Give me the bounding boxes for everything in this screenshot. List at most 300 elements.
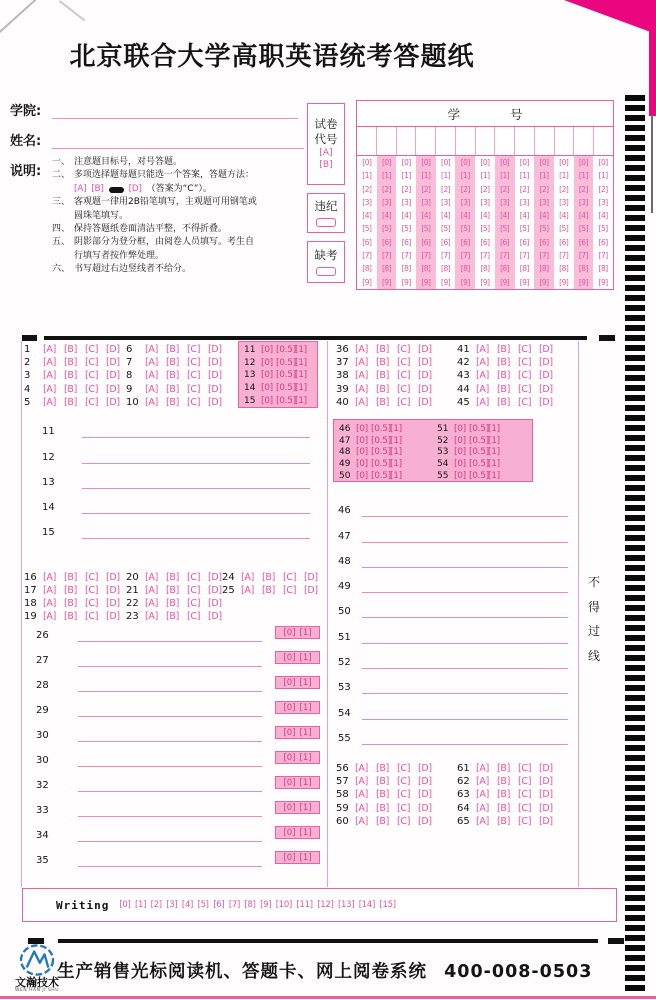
id-digit-bubble[interactable]: [7] xyxy=(559,251,569,261)
option-bubble-b[interactable]: [B] xyxy=(376,344,390,356)
option-bubble-c[interactable]: [C] xyxy=(283,572,297,583)
option-bubble-d[interactable]: [D] xyxy=(106,396,120,408)
option-bubble-c[interactable]: [C] xyxy=(518,815,532,827)
writing-score-bubble[interactable]: [11] xyxy=(296,900,313,910)
option-bubble-b[interactable]: [B] xyxy=(497,370,511,382)
score-bubble-05[interactable]: [0.5] xyxy=(276,395,296,406)
id-digit-bubble[interactable]: [6] xyxy=(495,236,515,249)
score-bubble-0[interactable]: [0] xyxy=(283,852,296,863)
id-digit-bubble[interactable]: [4] xyxy=(455,209,475,222)
id-digit-bubble[interactable]: [6] xyxy=(519,237,529,247)
score-bubble-1[interactable]: [1] xyxy=(295,395,307,406)
option-bubble-a[interactable]: [A] xyxy=(43,585,57,596)
score-bubble-0[interactable]: [0] xyxy=(261,345,273,356)
id-write-cell[interactable] xyxy=(515,127,535,155)
id-digit-bubble[interactable]: [2] xyxy=(480,184,490,194)
score-bubble-05[interactable]: [0.5] xyxy=(371,423,391,434)
option-bubble-d[interactable]: [D] xyxy=(539,789,553,801)
option-bubble-b[interactable]: [B] xyxy=(262,585,276,596)
option-bubble-b[interactable]: [B] xyxy=(166,383,180,395)
id-digit-bubble[interactable]: [0] xyxy=(480,158,490,167)
answer-write-line[interactable] xyxy=(78,866,262,867)
id-digit-bubble[interactable]: [9] xyxy=(441,277,451,287)
writing-score-bubble[interactable]: [6] xyxy=(213,900,225,910)
name-input-line[interactable] xyxy=(52,132,304,149)
id-digit-bubble[interactable]: [5] xyxy=(559,224,569,234)
id-digit-bubble[interactable]: [1] xyxy=(519,171,529,181)
option-bubble-b[interactable]: [B] xyxy=(497,815,511,827)
score-bubble-1[interactable]: [1] xyxy=(488,471,500,482)
id-digit-bubble[interactable]: [3] xyxy=(519,197,529,207)
id-digit-bubble[interactable]: [8] xyxy=(377,262,397,275)
option-bubble-a[interactable]: [A] xyxy=(355,789,369,801)
score-bubble-1[interactable]: [1] xyxy=(295,370,307,381)
option-bubble-a[interactable]: [A] xyxy=(476,776,490,788)
option-bubble-a[interactable]: [A] xyxy=(241,585,255,596)
id-digit-bubble[interactable]: [4] xyxy=(559,211,569,221)
id-write-cell[interactable] xyxy=(416,127,436,155)
id-digit-bubble[interactable]: [7] xyxy=(377,249,397,262)
id-digit-bubble[interactable]: [9] xyxy=(480,277,490,287)
option-bubble-b[interactable]: [B] xyxy=(64,585,78,596)
option-bubble-b[interactable]: [B] xyxy=(262,572,276,583)
id-digit-bubble[interactable]: [3] xyxy=(574,196,594,209)
option-bubble-b[interactable]: [B] xyxy=(64,396,78,408)
id-write-cell[interactable] xyxy=(476,127,496,155)
option-bubble-b[interactable]: [B] xyxy=(376,370,390,382)
id-digit-bubble[interactable]: [2] xyxy=(377,183,397,196)
answer-write-line[interactable] xyxy=(362,744,568,745)
id-digit-bubble[interactable]: [9] xyxy=(377,276,397,289)
score-bubble-0[interactable]: [0] xyxy=(356,471,368,482)
option-bubble-a[interactable]: [A] xyxy=(476,789,490,801)
id-digit-bubble[interactable]: [4] xyxy=(534,209,554,222)
id-digit-bubble[interactable]: [5] xyxy=(401,224,411,234)
id-write-cell[interactable] xyxy=(456,127,476,155)
id-digit-bubble[interactable]: [9] xyxy=(559,277,569,287)
id-digit-bubble[interactable]: [0] xyxy=(534,156,554,169)
option-bubble-d[interactable]: [D] xyxy=(106,383,120,395)
writing-score-bubble[interactable]: [5] xyxy=(197,900,209,910)
option-bubble-c[interactable]: [C] xyxy=(187,572,201,583)
id-digit-bubble[interactable]: [0] xyxy=(519,158,529,167)
option-bubble-d[interactable]: [D] xyxy=(418,763,432,775)
score-bubble-1[interactable]: [1] xyxy=(390,447,402,458)
score-bubble-05[interactable]: [0.5] xyxy=(276,370,296,381)
score-bubble-1[interactable]: [1] xyxy=(299,702,312,713)
option-bubble-d[interactable]: [D] xyxy=(208,383,222,395)
id-digit-bubble[interactable]: [8] xyxy=(495,262,515,275)
option-bubble-a[interactable]: [A] xyxy=(43,572,57,583)
id-write-cell[interactable] xyxy=(357,127,377,155)
option-bubble-c[interactable]: [C] xyxy=(85,585,99,596)
option-bubble-c[interactable]: [C] xyxy=(397,344,411,356)
id-digit-bubble[interactable]: [3] xyxy=(559,197,569,207)
score-bubble-05[interactable]: [0.5] xyxy=(371,459,391,470)
id-digit-bubble[interactable]: [7] xyxy=(534,249,554,262)
id-digit-bubble[interactable]: [8] xyxy=(559,264,569,274)
id-digit-bubble[interactable]: [3] xyxy=(441,197,451,207)
id-digit-bubble[interactable]: [1] xyxy=(455,169,475,182)
option-bubble-a[interactable]: [A] xyxy=(355,802,369,814)
writing-score-bubble[interactable]: [4] xyxy=(181,900,194,910)
score-bubble-0[interactable]: [0] xyxy=(261,383,273,394)
id-digit-bubble[interactable]: [6] xyxy=(377,236,397,249)
score-bubble-05[interactable]: [0.5] xyxy=(276,383,296,394)
option-bubble-c[interactable]: [C] xyxy=(518,344,532,356)
id-digit-bubble[interactable]: [5] xyxy=(598,224,608,234)
id-digit-bubble[interactable]: [9] xyxy=(598,277,608,287)
id-write-cell[interactable] xyxy=(436,127,456,155)
id-digit-bubble[interactable]: [0] xyxy=(495,156,515,169)
option-bubble-c[interactable]: [C] xyxy=(518,763,532,775)
id-digit-bubble[interactable]: [4] xyxy=(495,209,515,222)
option-bubble-c[interactable]: [C] xyxy=(187,344,201,356)
id-digit-bubble[interactable]: [8] xyxy=(480,264,490,274)
option-bubble-b[interactable]: [B] xyxy=(64,344,78,356)
id-digit-bubble[interactable]: [0] xyxy=(401,158,411,167)
id-digit-bubble[interactable]: [6] xyxy=(416,236,436,249)
option-bubble-d[interactable]: [D] xyxy=(418,370,432,382)
id-digit-bubble[interactable]: [5] xyxy=(416,222,436,235)
id-digit-bubble[interactable]: [0] xyxy=(574,156,594,169)
id-digit-bubble[interactable]: [6] xyxy=(559,237,569,247)
id-write-cell[interactable] xyxy=(594,127,613,155)
score-bubble-0[interactable]: [0] xyxy=(356,459,368,470)
option-bubble-a[interactable]: [A] xyxy=(355,776,369,788)
id-write-cell[interactable] xyxy=(397,127,417,155)
score-bubble-0[interactable]: [0] xyxy=(283,752,296,763)
score-bubble-1[interactable]: [1] xyxy=(295,383,307,394)
option-bubble-c[interactable]: [C] xyxy=(85,344,99,356)
id-digit-bubble[interactable]: [8] xyxy=(534,262,554,275)
option-bubble-b[interactable]: [B] xyxy=(376,815,390,827)
id-digit-bubble[interactable]: [5] xyxy=(519,224,529,234)
option-bubble-d[interactable]: [D] xyxy=(208,598,222,609)
score-bubble-1[interactable]: [1] xyxy=(299,727,312,738)
score-bubble-05[interactable]: [0.5] xyxy=(276,357,296,368)
id-digit-bubble[interactable]: [7] xyxy=(441,251,451,261)
score-bubble-1[interactable]: [1] xyxy=(390,471,402,482)
id-digit-bubble[interactable]: [8] xyxy=(441,264,451,274)
id-digit-bubble[interactable]: [0] xyxy=(598,158,608,167)
option-bubble-c[interactable]: [C] xyxy=(85,611,99,622)
option-bubble-c[interactable]: [C] xyxy=(397,357,411,369)
score-bubble-0[interactable]: [0] xyxy=(454,447,466,458)
option-bubble-d[interactable]: [D] xyxy=(208,370,222,382)
option-bubble-c[interactable]: [C] xyxy=(187,585,201,596)
id-digit-bubble[interactable]: [9] xyxy=(519,277,529,287)
option-bubble-a[interactable]: [A] xyxy=(145,598,159,609)
option-bubble-a[interactable]: [A] xyxy=(43,396,57,408)
id-digit-bubble[interactable]: [7] xyxy=(416,249,436,262)
id-digit-bubble[interactable]: [1] xyxy=(416,169,436,182)
writing-score-bubble[interactable]: [3] xyxy=(166,900,178,910)
id-digit-bubble[interactable]: [4] xyxy=(574,209,594,222)
option-bubble-a[interactable]: [A] xyxy=(43,357,57,369)
score-bubble-05[interactable]: [0.5] xyxy=(469,423,489,434)
option-bubble-d[interactable]: [D] xyxy=(208,396,222,408)
id-digit-bubble[interactable]: [6] xyxy=(598,237,608,247)
option-bubble-d[interactable]: [D] xyxy=(106,598,120,609)
id-write-cell[interactable] xyxy=(377,127,397,155)
id-digit-bubble[interactable]: [6] xyxy=(574,236,594,249)
option-bubble-c[interactable]: [C] xyxy=(187,396,201,408)
id-digit-bubble[interactable]: [6] xyxy=(534,236,554,249)
id-digit-bubble[interactable]: [8] xyxy=(362,264,372,274)
score-bubble-05[interactable]: [0.5] xyxy=(371,447,391,458)
id-digit-bubble[interactable]: [4] xyxy=(416,209,436,222)
id-digit-bubble[interactable]: [5] xyxy=(377,222,397,235)
id-digit-bubble[interactable]: [2] xyxy=(574,183,594,196)
score-bubble-1[interactable]: [1] xyxy=(295,345,307,356)
id-digit-bubble[interactable]: [3] xyxy=(495,196,515,209)
option-bubble-d[interactable]: [D] xyxy=(539,815,553,827)
id-digit-bubble[interactable]: [7] xyxy=(480,251,490,261)
score-bubble-1[interactable]: [1] xyxy=(299,802,312,813)
option-bubble-a[interactable]: [A] xyxy=(145,370,159,382)
score-bubble-0[interactable]: [0] xyxy=(283,802,296,813)
id-digit-bubble[interactable]: [0] xyxy=(455,156,475,169)
id-digit-bubble[interactable]: [5] xyxy=(495,222,515,235)
option-bubble-b[interactable]: [B] xyxy=(166,572,180,583)
option-bubble-d[interactable]: [D] xyxy=(106,611,120,622)
option-bubble-d[interactable]: [D] xyxy=(418,776,432,788)
score-bubble-1[interactable]: [1] xyxy=(390,435,402,446)
option-bubble-d[interactable]: [D] xyxy=(106,585,120,596)
id-digit-bubble[interactable]: [5] xyxy=(480,224,490,234)
option-bubble-b[interactable]: [B] xyxy=(64,611,78,622)
option-bubble-b[interactable]: [B] xyxy=(376,776,390,788)
writing-score-bubble[interactable]: [14] xyxy=(358,900,376,910)
score-bubble-1[interactable]: [1] xyxy=(488,435,500,446)
id-digit-bubble[interactable]: [2] xyxy=(519,184,529,194)
id-write-cell[interactable] xyxy=(495,127,515,155)
id-digit-bubble[interactable]: [7] xyxy=(598,251,608,261)
option-bubble-c[interactable]: [C] xyxy=(85,370,99,382)
option-bubble-b[interactable]: [B] xyxy=(64,370,78,382)
option-bubble-b[interactable]: [B] xyxy=(497,789,511,801)
id-digit-bubble[interactable]: [2] xyxy=(455,183,475,196)
id-digit-bubble[interactable]: [6] xyxy=(401,237,411,247)
id-digit-bubble[interactable]: [3] xyxy=(455,196,475,209)
option-bubble-b[interactable]: [B] xyxy=(166,598,180,609)
option-bubble-d[interactable]: [D] xyxy=(539,357,553,369)
option-bubble-d[interactable]: [D] xyxy=(208,344,222,356)
id-digit-bubble[interactable]: [7] xyxy=(495,249,515,262)
id-digit-bubble[interactable]: [9] xyxy=(534,276,554,289)
id-digit-bubble[interactable]: [1] xyxy=(441,171,451,181)
option-bubble-c[interactable]: [C] xyxy=(187,598,201,609)
id-digit-bubble[interactable]: [8] xyxy=(416,262,436,275)
score-bubble-05[interactable]: [0.5] xyxy=(469,447,489,458)
option-bubble-c[interactable]: [C] xyxy=(397,802,411,814)
option-bubble-c[interactable]: [C] xyxy=(85,357,99,369)
id-digit-bubble[interactable]: [6] xyxy=(480,237,490,247)
id-digit-bubble[interactable]: [8] xyxy=(455,262,475,275)
option-bubble-a[interactable]: [A] xyxy=(476,383,490,395)
writing-score-bubble[interactable]: [10] xyxy=(275,900,293,910)
writing-score-bubble[interactable]: [15] xyxy=(379,900,396,910)
option-bubble-c[interactable]: [C] xyxy=(518,802,532,814)
option-bubble-c[interactable]: [C] xyxy=(187,611,201,622)
option-bubble-c[interactable]: [C] xyxy=(85,572,99,583)
id-write-cell[interactable] xyxy=(555,127,575,155)
id-digit-bubble[interactable]: [1] xyxy=(377,169,397,182)
score-bubble-1[interactable]: [1] xyxy=(299,677,312,688)
writing-score-bubble[interactable]: [1] xyxy=(135,900,147,910)
option-bubble-a[interactable]: [A] xyxy=(355,357,369,369)
id-digit-bubble[interactable]: [0] xyxy=(441,158,451,167)
option-bubble-a[interactable]: [A] xyxy=(241,572,255,583)
score-bubble-0[interactable]: [0] xyxy=(356,447,368,458)
paper-code-bubble-a[interactable]: [A] xyxy=(319,148,333,158)
paper-code-bubble-b[interactable]: [B] xyxy=(319,160,333,170)
id-digit-bubble[interactable]: [1] xyxy=(495,169,515,182)
option-bubble-c[interactable]: [C] xyxy=(397,776,411,788)
id-digit-bubble[interactable]: [9] xyxy=(574,276,594,289)
option-bubble-a[interactable]: [A] xyxy=(476,802,490,814)
id-digit-bubble[interactable]: [9] xyxy=(362,277,372,287)
option-bubble-c[interactable]: [C] xyxy=(85,598,99,609)
option-bubble-a[interactable]: [A] xyxy=(43,344,57,356)
option-bubble-a[interactable]: [A] xyxy=(476,370,490,382)
option-bubble-a[interactable]: [A] xyxy=(476,357,490,369)
option-bubble-b[interactable]: [B] xyxy=(497,357,511,369)
option-bubble-c[interactable]: [C] xyxy=(283,585,297,596)
option-bubble-a[interactable]: [A] xyxy=(43,598,57,609)
option-bubble-b[interactable]: [B] xyxy=(497,763,511,775)
writing-score-bubble[interactable]: [7] xyxy=(228,900,240,910)
option-bubble-c[interactable]: [C] xyxy=(397,396,411,408)
score-bubble-1[interactable]: [1] xyxy=(299,777,312,788)
id-digit-bubble[interactable]: [2] xyxy=(534,183,554,196)
option-bubble-a[interactable]: [A] xyxy=(355,815,369,827)
option-bubble-c[interactable]: [C] xyxy=(187,370,201,382)
id-digit-bubble[interactable]: [9] xyxy=(401,277,411,287)
writing-score-bubble[interactable]: [8] xyxy=(244,900,256,910)
id-digit-bubble[interactable]: [4] xyxy=(441,211,451,221)
option-bubble-d[interactable]: [D] xyxy=(418,357,432,369)
option-bubble-b[interactable]: [B] xyxy=(497,383,511,395)
option-bubble-a[interactable]: [A] xyxy=(476,815,490,827)
option-bubble-b[interactable]: [B] xyxy=(64,383,78,395)
id-digit-bubble[interactable]: [4] xyxy=(598,211,608,221)
score-bubble-05[interactable]: [0.5] xyxy=(469,459,489,470)
id-digit-bubble[interactable]: [2] xyxy=(495,183,515,196)
option-bubble-c[interactable]: [C] xyxy=(397,789,411,801)
option-bubble-c[interactable]: [C] xyxy=(518,357,532,369)
score-bubble-05[interactable]: [0.5] xyxy=(276,345,296,356)
score-bubble-1[interactable]: [1] xyxy=(390,423,402,434)
option-bubble-b[interactable]: [B] xyxy=(376,396,390,408)
option-bubble-b[interactable]: [B] xyxy=(166,611,180,622)
score-bubble-1[interactable]: [1] xyxy=(488,447,500,458)
score-bubble-1[interactable]: [1] xyxy=(299,827,312,838)
option-bubble-a[interactable]: [A] xyxy=(355,344,369,356)
id-digit-bubble[interactable]: [4] xyxy=(362,211,372,221)
id-digit-bubble[interactable]: [3] xyxy=(598,197,608,207)
id-write-cell[interactable] xyxy=(535,127,555,155)
option-bubble-d[interactable]: [D] xyxy=(208,611,222,622)
option-bubble-c[interactable]: [C] xyxy=(85,396,99,408)
option-bubble-a[interactable]: [A] xyxy=(43,611,57,622)
option-bubble-d[interactable]: [D] xyxy=(418,815,432,827)
option-bubble-d[interactable]: [D] xyxy=(418,396,432,408)
option-bubble-c[interactable]: [C] xyxy=(187,383,201,395)
score-bubble-0[interactable]: [0] xyxy=(454,471,466,482)
id-digit-bubble[interactable]: [7] xyxy=(401,251,411,261)
score-bubble-1[interactable]: [1] xyxy=(488,459,500,470)
id-digit-bubble[interactable]: [6] xyxy=(455,236,475,249)
score-bubble-0[interactable]: [0] xyxy=(283,827,296,838)
option-bubble-d[interactable]: [D] xyxy=(418,344,432,356)
option-bubble-c[interactable]: [C] xyxy=(397,815,411,827)
id-digit-bubble[interactable]: [9] xyxy=(455,276,475,289)
score-bubble-1[interactable]: [1] xyxy=(299,752,312,763)
id-digit-bubble[interactable]: [1] xyxy=(362,171,372,181)
id-digit-bubble[interactable]: [8] xyxy=(574,262,594,275)
option-bubble-d[interactable]: [D] xyxy=(418,802,432,814)
option-bubble-d[interactable]: [D] xyxy=(539,802,553,814)
id-digit-bubble[interactable]: [1] xyxy=(574,169,594,182)
option-bubble-d[interactable]: [D] xyxy=(208,572,222,583)
score-bubble-0[interactable]: [0] xyxy=(283,702,296,713)
id-digit-bubble[interactable]: [1] xyxy=(480,171,490,181)
id-digit-bubble[interactable]: [3] xyxy=(377,196,397,209)
option-bubble-c[interactable]: [C] xyxy=(85,383,99,395)
score-bubble-1[interactable]: [1] xyxy=(299,652,312,663)
option-bubble-d[interactable]: [D] xyxy=(304,572,318,583)
option-bubble-d[interactable]: [D] xyxy=(106,370,120,382)
id-digit-bubble[interactable]: [2] xyxy=(416,183,436,196)
score-bubble-0[interactable]: [0] xyxy=(283,727,296,738)
option-bubble-d[interactable]: [D] xyxy=(539,396,553,408)
id-digit-bubble[interactable]: [0] xyxy=(362,158,372,167)
score-bubble-1[interactable]: [1] xyxy=(299,852,312,863)
absent-bubble[interactable] xyxy=(316,267,336,276)
option-bubble-a[interactable]: [A] xyxy=(145,611,159,622)
writing-score-bubble[interactable]: [9] xyxy=(260,900,272,910)
option-bubble-b[interactable]: [B] xyxy=(64,572,78,583)
score-bubble-1[interactable]: [1] xyxy=(299,627,312,638)
score-bubble-0[interactable]: [0] xyxy=(454,435,466,446)
writing-score-bubble[interactable]: [13] xyxy=(338,900,355,910)
id-digit-bubble[interactable]: [7] xyxy=(455,249,475,262)
option-bubble-d[interactable]: [D] xyxy=(539,763,553,775)
option-bubble-b[interactable]: [B] xyxy=(376,789,390,801)
id-digit-bubble[interactable]: [1] xyxy=(598,171,608,181)
option-bubble-a[interactable]: [A] xyxy=(355,396,369,408)
id-digit-bubble[interactable]: [3] xyxy=(480,197,490,207)
id-digit-bubble[interactable]: [6] xyxy=(441,237,451,247)
id-digit-bubble[interactable]: [8] xyxy=(598,264,608,274)
option-bubble-d[interactable]: [D] xyxy=(539,776,553,788)
id-digit-bubble[interactable]: [1] xyxy=(534,169,554,182)
score-bubble-05[interactable]: [0.5] xyxy=(469,471,489,482)
option-bubble-b[interactable]: [B] xyxy=(166,585,180,596)
option-bubble-a[interactable]: [A] xyxy=(145,344,159,356)
option-bubble-a[interactable]: [A] xyxy=(145,383,159,395)
id-digit-bubble[interactable]: [9] xyxy=(416,276,436,289)
score-bubble-0[interactable]: [0] xyxy=(261,395,273,406)
option-bubble-a[interactable]: [A] xyxy=(145,572,159,583)
id-digit-bubble[interactable]: [0] xyxy=(559,158,569,167)
id-digit-bubble[interactable]: [2] xyxy=(559,184,569,194)
option-bubble-d[interactable]: [D] xyxy=(106,357,120,369)
score-bubble-05[interactable]: [0.5] xyxy=(469,435,489,446)
id-digit-bubble[interactable]: [2] xyxy=(401,184,411,194)
